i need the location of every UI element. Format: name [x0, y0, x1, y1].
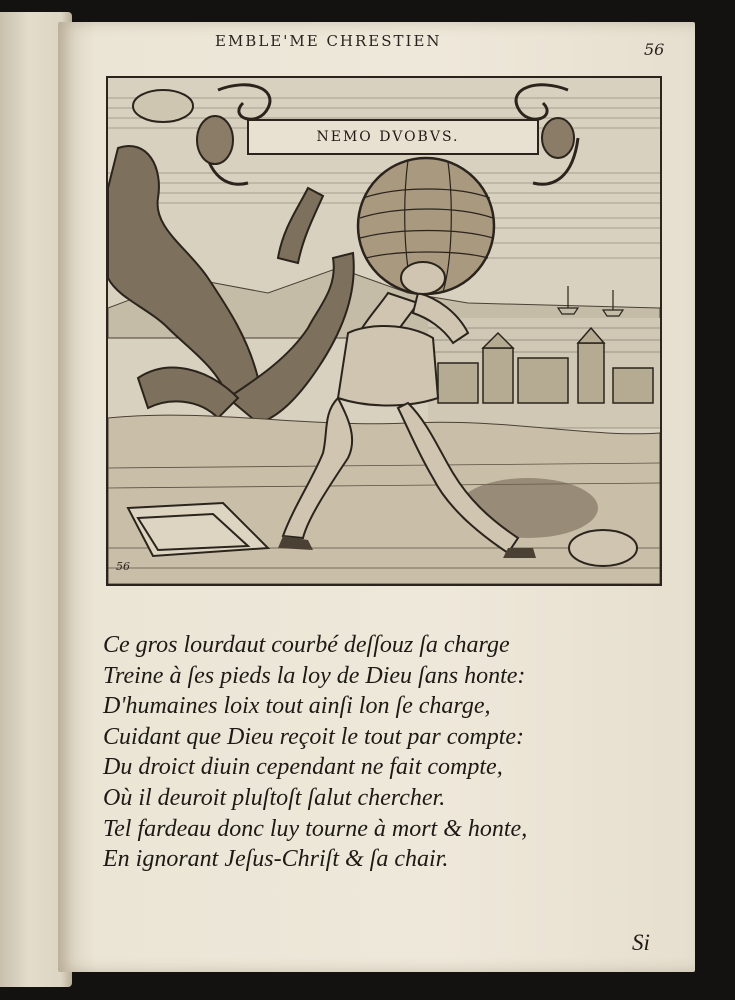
poem-line: D'humaines loix tout ainſi lon ſe charge,	[103, 693, 491, 720]
poem-stanza	[103, 630, 663, 875]
page-number: 56	[644, 40, 665, 59]
poem-line: Tel fardeau donc luy tourne à mort & honte,	[103, 815, 528, 842]
right-mask	[542, 118, 574, 158]
engraving-illustration	[108, 78, 660, 584]
fallen-head	[569, 530, 637, 566]
left-mask	[197, 116, 233, 164]
emblem-motto: NEMO DVOBVS.	[316, 129, 460, 145]
motto-cartouche	[248, 122, 528, 152]
right-foot	[503, 548, 536, 558]
poem-line: Où il deuroit pluſtoſt ſalut chercher.	[103, 784, 446, 811]
poem-line: Treine à ſes pieds la loy de Dieu ſans honte:	[103, 662, 526, 689]
catchword: Si	[632, 930, 650, 955]
poem-line: Du droict diuin cependant ne fait compte,	[103, 754, 503, 781]
poem-line: Cuidant que Dieu reçoit le tout par compte:	[103, 723, 525, 750]
poem-line: Ce gros lourdaut courbé deſſouz ſa charge	[103, 632, 510, 658]
cloud-left	[133, 90, 193, 122]
running-head: EMBLE'ME CHRESTIEN	[215, 32, 442, 50]
emblem-engraving	[106, 76, 662, 586]
poem-line: En ignorant Jeſus-Chriſt & ſa chair.	[103, 846, 449, 873]
plate-mark: 56	[116, 560, 130, 573]
